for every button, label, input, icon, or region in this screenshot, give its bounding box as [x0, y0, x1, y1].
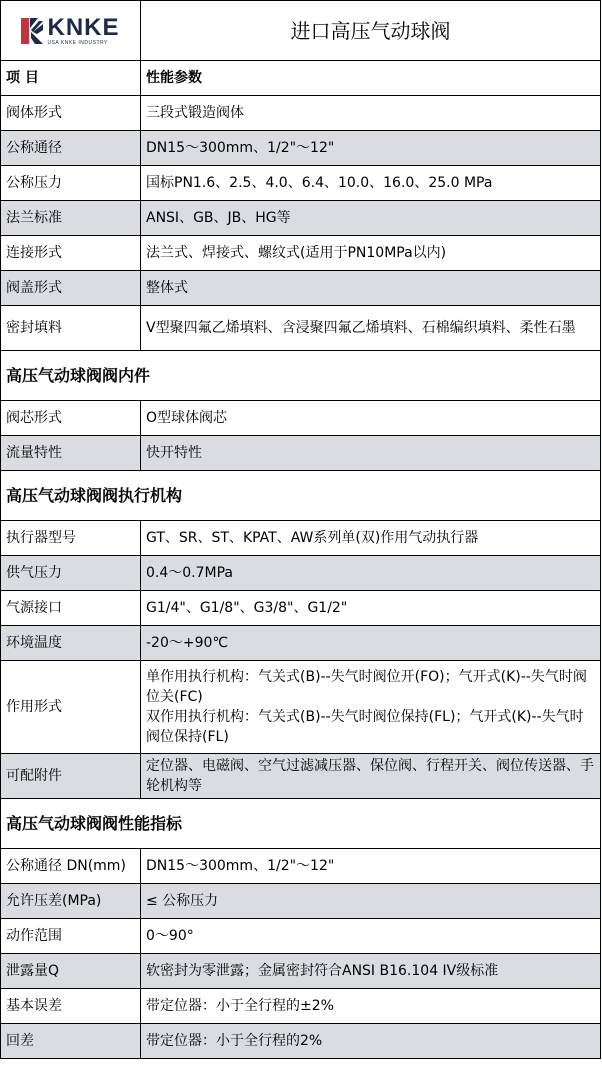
row-value: -20～+90℃	[141, 626, 601, 661]
knke-logo-icon	[21, 16, 43, 46]
table-row	[1, 521, 601, 556]
row-label: 连接形式	[1, 236, 141, 271]
column-header-item: 项 目	[1, 61, 141, 96]
row-label: 公称通径 DN(mm)	[1, 849, 141, 884]
table-row	[1, 849, 601, 884]
row-label: 执行器型号	[1, 521, 141, 556]
row-value: ANSI、GB、JB、HG等	[141, 201, 601, 236]
row-label: 环境温度	[1, 626, 141, 661]
table-row	[1, 131, 601, 166]
table-row	[1, 96, 601, 131]
header-row	[1, 1, 601, 61]
knke-logo	[6, 13, 135, 46]
section-title-performance: 高压气动球阀阀性能指标	[1, 799, 601, 849]
page-title: 进口高压气动球阀	[141, 1, 601, 61]
row-value: 0.4～0.7MPa	[141, 556, 601, 591]
table-row	[1, 166, 601, 201]
row-value: 软密封为零泄露；金属密封符合ANSI B16.104 IV级标准	[141, 954, 601, 989]
table-row	[1, 436, 601, 471]
row-value: 整体式	[141, 271, 601, 306]
table-row	[1, 661, 601, 754]
table-row	[1, 884, 601, 919]
action-single: 单作用执行机构：气关式(B)--失气时阀位开(FO)；气开式(K)--失气时阀位关(FC)	[146, 669, 587, 705]
row-label: 密封填料	[1, 306, 141, 351]
row-value: DN15～300mm、1/2"～12"	[141, 131, 601, 166]
row-label: 法兰标准	[1, 201, 141, 236]
table-row	[1, 1024, 601, 1059]
table-row	[1, 236, 601, 271]
logo-name: KNKE	[47, 13, 120, 41]
table-row	[1, 271, 601, 306]
row-value: 带定位器：小于全行程的±2%	[141, 989, 601, 1024]
row-label: 泄露量Q	[1, 954, 141, 989]
row-value: G1/4"、G1/8"、G3/8"、G1/2"	[141, 591, 601, 626]
action-double: 双作用执行机构：气关式(B)--失气时阀位保持(FL)；气开式(K)--失气时阀位保持(FL)	[146, 709, 584, 745]
row-value: GT、SR、ST、KPAT、AW系列单(双)作用气动执行器	[141, 521, 601, 556]
row-label: 阀盖形式	[1, 271, 141, 306]
table-row	[1, 989, 601, 1024]
table-row	[1, 591, 601, 626]
row-label: 动作范围	[1, 919, 141, 954]
table-row	[1, 201, 601, 236]
row-label: 公称通径	[1, 131, 141, 166]
row-label: 气源接口	[1, 591, 141, 626]
row-label: 阀芯形式	[1, 401, 141, 436]
column-header-value: 性能参数	[141, 61, 601, 96]
row-label: 可配附件	[1, 754, 141, 799]
row-value: 快开特性	[141, 436, 601, 471]
row-value: 法兰式、焊接式、螺纹式(适用于PN10MPa以内)	[141, 236, 601, 271]
row-value	[141, 661, 601, 754]
row-value: 定位器、电磁阀、空气过滤减压器、保位阀、行程开关、阀位传送器、手轮机构等	[141, 754, 601, 799]
row-value: DN15～300mm、1/2"～12"	[141, 849, 601, 884]
table-row	[1, 556, 601, 591]
logo-subtitle: USA KNKE INDUSTRY	[47, 39, 108, 46]
row-value: V型聚四氟乙烯填料、含浸聚四氟乙烯填料、石棉编织填料、柔性石墨	[141, 306, 601, 351]
section-header-row	[1, 351, 601, 401]
row-label: 回差	[1, 1024, 141, 1059]
row-label: 阀体形式	[1, 96, 141, 131]
table-row	[1, 626, 601, 661]
row-value: 0～90°	[141, 919, 601, 954]
row-label: 供气压力	[1, 556, 141, 591]
table-row	[1, 306, 601, 351]
row-value: 带定位器：小于全行程的2%	[141, 1024, 601, 1059]
table-row	[1, 754, 601, 799]
table-row	[1, 954, 601, 989]
section-header-row	[1, 799, 601, 849]
section-title-actuator: 高压气动球阀阀执行机构	[1, 471, 601, 521]
section-title-internal: 高压气动球阀阀内件	[1, 351, 601, 401]
table-row	[1, 401, 601, 436]
row-value: 国标PN1.6、2.5、4.0、6.4、10.0、16.0、25.0 MPa	[141, 166, 601, 201]
section-header-row	[1, 471, 601, 521]
table-row	[1, 919, 601, 954]
row-value: ≤ 公称压力	[141, 884, 601, 919]
row-value: O型球体阀芯	[141, 401, 601, 436]
row-label: 允许压差(MPa)	[1, 884, 141, 919]
row-label: 流量特性	[1, 436, 141, 471]
row-label: 公称压力	[1, 166, 141, 201]
row-label: 基本误差	[1, 989, 141, 1024]
row-label: 作用形式	[1, 661, 141, 754]
row-value: 三段式锻造阀体	[141, 96, 601, 131]
logo-cell	[1, 1, 141, 61]
